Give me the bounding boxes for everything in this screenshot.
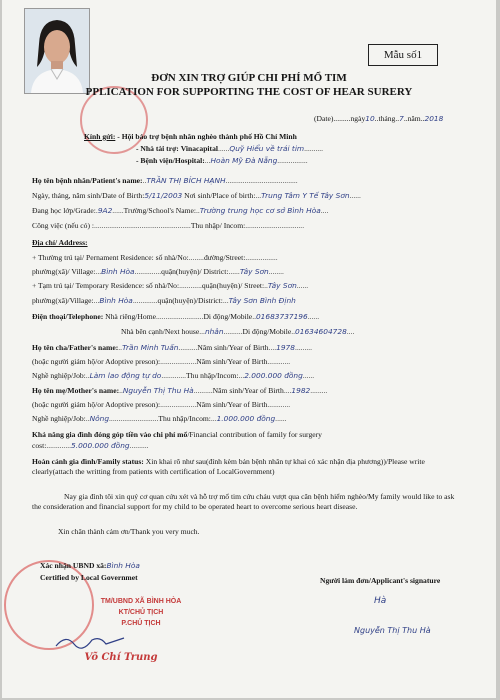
permanent-residence-line: + Thường trú tại/ Pernament Residence: số nhà/No:........đường/Street:.................	[32, 253, 278, 262]
address-heading: Địa chỉ/ Address:	[32, 238, 88, 247]
telephone-home-line: Điện thoại/Telephone: Nhà riêng/Home.........................Di động/Mobile..01683737196......	[32, 312, 320, 321]
patient-dob-line: Ngày, tháng, năm sinh/Date of Birth:5/11/2003 Nơi sinh/Place of birth:...Trung Tâm Y Tế Tây Sơn......	[32, 191, 361, 200]
seal-text-2: KT/CHỦ TỊCH	[118, 609, 164, 616]
father-job-line: Nghề nghiệp/Job:..Làm lao động tự do.............Thu nhập/Incom:...2.000.000 đồng......	[32, 371, 315, 380]
patient-job-line: Công việc (nếu có) :...................................................Thu nhập/ Incom:...............................	[32, 221, 305, 230]
contribution-line: Khả năng gia đình đóng góp tiền vào chi phí mổ/Financial contribution of family for surgery	[32, 430, 322, 439]
patient-name-line: Họ tên bệnh nhân/Patient's name:..TRẦN THỊ BÍCH HẠNH......................................	[32, 176, 298, 185]
mother-job-line: Nghề nghiệp/Job:..Nông..........................Thu nhập/Incom:...1.000.000 đồng......	[32, 414, 287, 423]
telephone-next-line: Nhà bên cạnh/Next house...nhân..........Di động/Mobile..01634604728....	[121, 327, 355, 336]
patient-grade-line: Đang học lớp/Grade:.9A2......Trường/School's Name:..Trường trung học cơ sở Bình Hòa....	[32, 206, 329, 215]
applicant-signature-mark: Hà	[374, 596, 387, 606]
family-status-paragraph: Hoàn cảnh gia đình/Family status: Xin khai rõ như sau(đính kèm bản bệnh nhân tự khai có xác nhận địa phương))/Please write clearly(attach the writting from patients with certification of LocalGovernment)	[32, 457, 425, 476]
form-number-box: Mẫu số1	[368, 44, 438, 66]
title-vietnamese: ĐƠN XIN TRỢ GIÚP CHI PHÍ MỔ TIM	[151, 72, 347, 84]
seal-text-3: P.CHỦ TỊCH	[121, 620, 161, 627]
temporary-residence-line: + Tạm trú tại/ Temporary Residence: số nhà/No:............quận(huyện)/ Street:..Tây Sơn......	[32, 281, 309, 290]
seal-text-1: TM/UBND XÃ BÌNH HÒA	[100, 598, 182, 605]
certify-label-line: Xác nhận UBND xã:Bình Hòa	[40, 561, 140, 570]
title-english: PPLICATION FOR SUPPORTING THE COST OF HEAR SURERY	[85, 86, 413, 98]
father-name-line: Họ tên cha/Father's name:..Trần Minh Tuấn..........Năm sinh/Year of Birth....1978.........	[32, 343, 313, 352]
temporary-ward-line: phường(xã)/Village:...Bình Hòa.............quận(huyện)/District:...Tây Sơn Bình Định	[32, 296, 296, 305]
application-form-page	[2, 0, 496, 698]
official-signature-scribble	[54, 632, 144, 653]
date-line: (Date).........ngày10..tháng..7..năm..2018	[314, 114, 444, 123]
recipient-line: Kính gửi: - Hội bảo trợ bệnh nhân nghèo thành phố Hồ Chí Minh	[84, 132, 297, 141]
mother-guardian-line: (hoặc người giám hộ/or Adoptive preson):...................Năm sinh/Year of Birth............	[32, 400, 291, 409]
mother-name-line: Họ tên mẹ/Mother's name:..Nguyễn Thị Thu Hà..........Năm sinh/Year of Birth....1982.........	[32, 386, 328, 395]
applicant-signature-name: Nguyễn Thị Thu Hà	[354, 626, 431, 635]
contribution-cost-line: cost:.............5.000.000 đồng..........	[32, 441, 149, 450]
hospital-line: - Bệnh viện/Hospital:...Hoàn Mỹ Đà Nẵng................	[136, 156, 308, 165]
father-guardian-line: (hoặc người giám hộ/or Adoptive preson):...................Năm sinh/Year of Birth............	[32, 357, 291, 366]
applicant-signature-label: Người làm đơn/Applicant's signature	[320, 576, 441, 585]
sponsor-line: - Nhà tài trợ: Vinacapital......Quỹ Hiểu về trái tim..........	[136, 144, 324, 153]
official-signer-name: Võ Chí Trung	[84, 652, 158, 663]
thanks-line: Xin chân thành cảm ơn/Thank you very much.	[58, 527, 200, 536]
request-paragraph: Nay gia đình tôi xin quý cơ quan cứu xét và hỗ trợ mổ tim cứu cháu vượt qua căn bệnh hiểm nghèo/My family would like to ask the consideration and financial support for my child to be operated heart to overcome serious heart disease.	[32, 492, 455, 511]
certified-by-line: Certified by Local Governmet	[40, 573, 138, 582]
permanent-ward-line: phường(xã)/ Village:...Bình Hòa..............quận(huyện)/ District:......Tây Sơn........	[32, 267, 284, 276]
